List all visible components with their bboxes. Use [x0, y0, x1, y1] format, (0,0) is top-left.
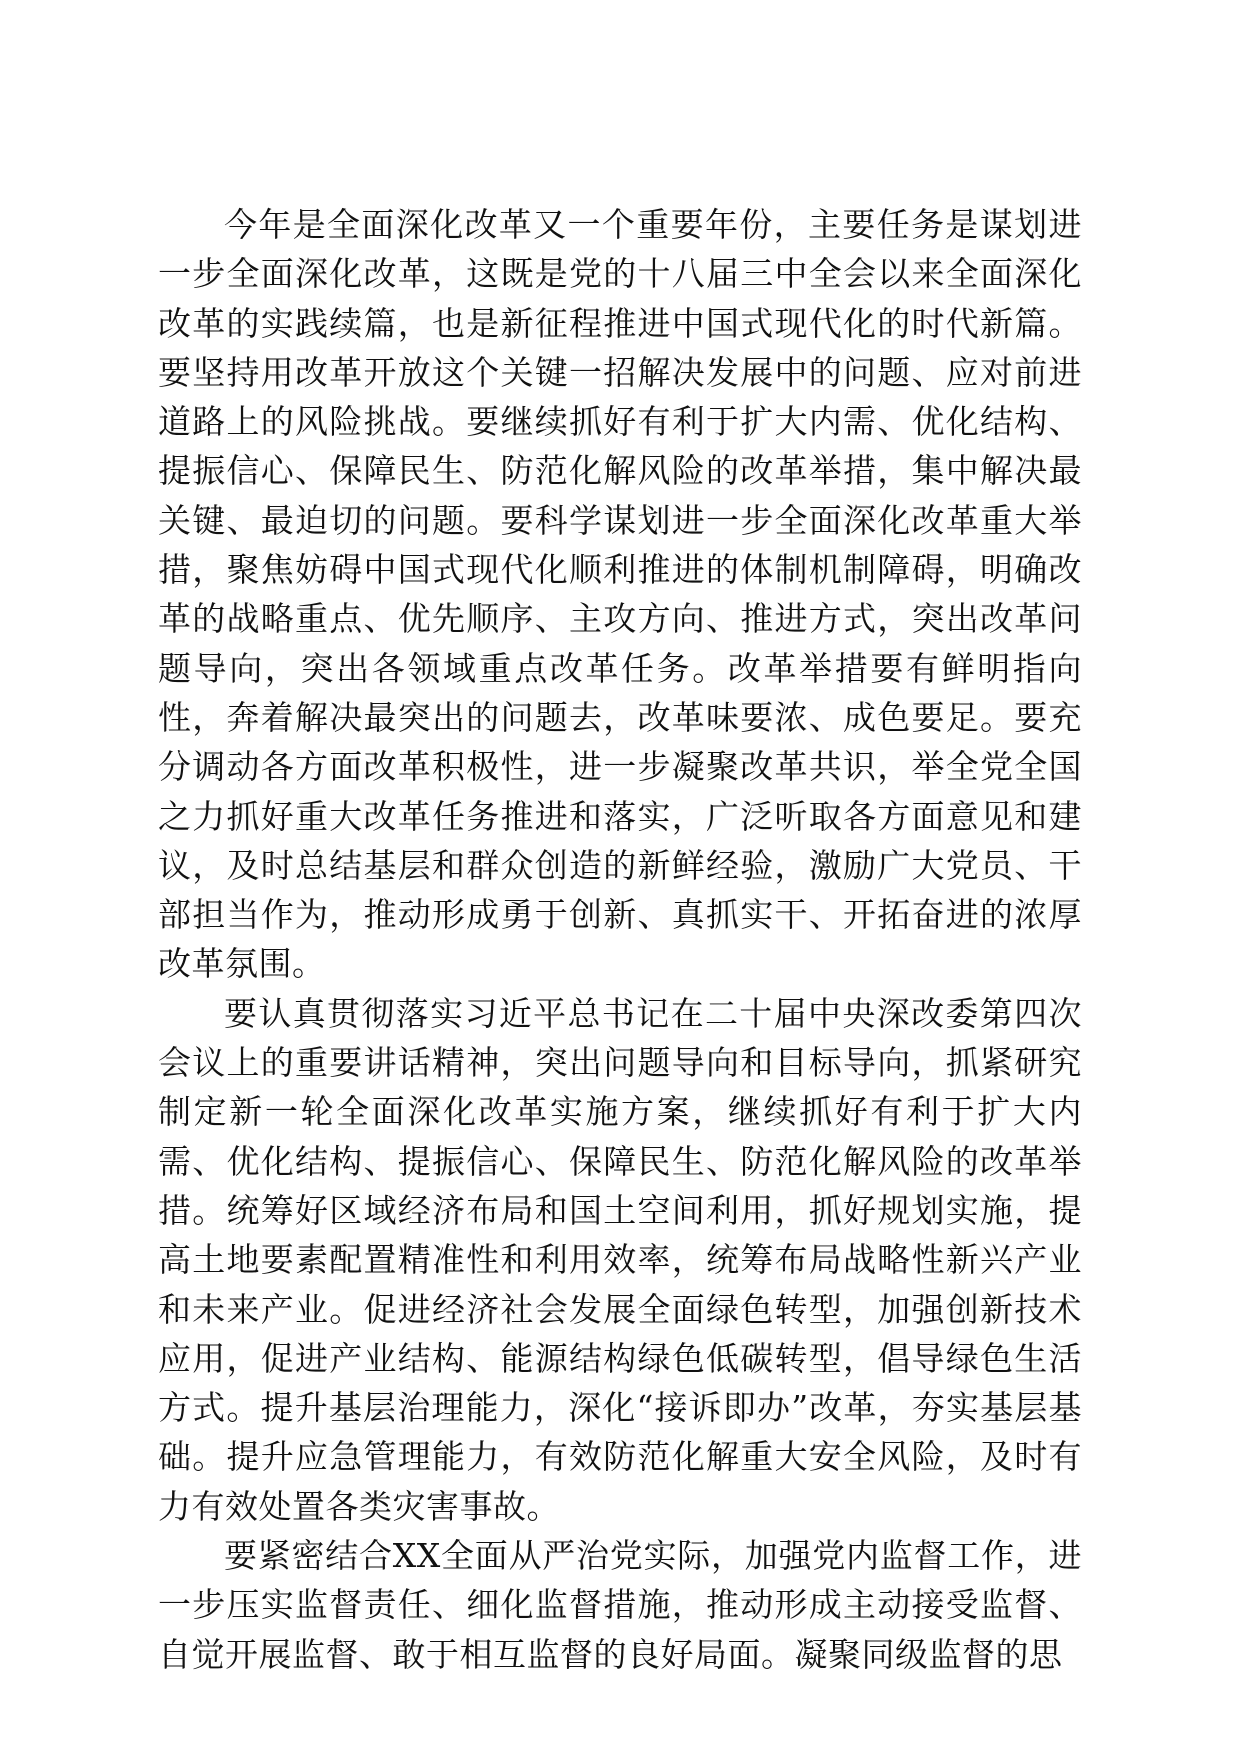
document-body: [158, 200, 1082, 1679]
paragraph-1: 今年是全面深化改革又一个重要年份，主要任务是谋划进一步全面深化改革，这既是党的十八届三中全会以来全面深化改革的实践续篇，也是新征程推进中国式现代化的时代新篇。要坚持用改革开放这个关键一招解决发展中的问题、应对前进道路上的风险挑战。要继续抓好有利于扩大内需、优化结构、提振信心、保障民生、防范化解风险的改革举措，集中解决最关键、最迫切的问题。要科学谋划进一步全面深化改革重大举措，聚焦妨碍中国式现代化顺利推进的体制机制障碍，明确改革的战略重点、优先顺序、主攻方向、推进方式，突出改革问题导向，突出各领域重点改革任务。改革举措要有鲜明指向性，奔着解决最突出的问题去，改革味要浓、成色要足。要充分调动各方面改革积极性，进一步凝聚改革共识，举全党全国之力抓好重大改革任务推进和落实，广泛听取各方面意见和建议，及时总结基层和群众创造的新鲜经验，激励广大党员、干部担当作为，推动形成勇于创新、真抓实干、开拓奋进的浓厚改革氛围。: [158, 205, 1082, 984]
paragraph-3: 要紧密结合XX全面从严治党实际，加强党内监督工作，进一步压实监督责任、细化监督措施，推动形成主动接受监督、自觉开展监督、敢于相互监督的良好局面。凝聚同级监督的思: [158, 1536, 1082, 1674]
paragraph-2: 要认真贯彻落实习近平总书记在二十届中央深改委第四次会议上的重要讲话精神，突出问题导向和目标导向，抓紧研究制定新一轮全面深化改革实施方案，继续抓好有利于扩大内需、优化结构、提振信心、保障民生、防范化解风险的改革举措。统筹好区域经济布局和国土空间利用，抓好规划实施，提高土地要素配置精准性和利用效率，统筹布局战略性新兴产业和未来产业。促进经济社会发展全面绿色转型，加强创新技术应用，促进产业结构、能源结构绿色低碳转型，倡导绿色生活方式。提升基层治理能力，深化“接诉即办”改革，夯实基层基础。提升应急管理能力，有效防范化解重大安全风险，及时有力有效处置各类灾害事故。: [158, 993, 1082, 1526]
